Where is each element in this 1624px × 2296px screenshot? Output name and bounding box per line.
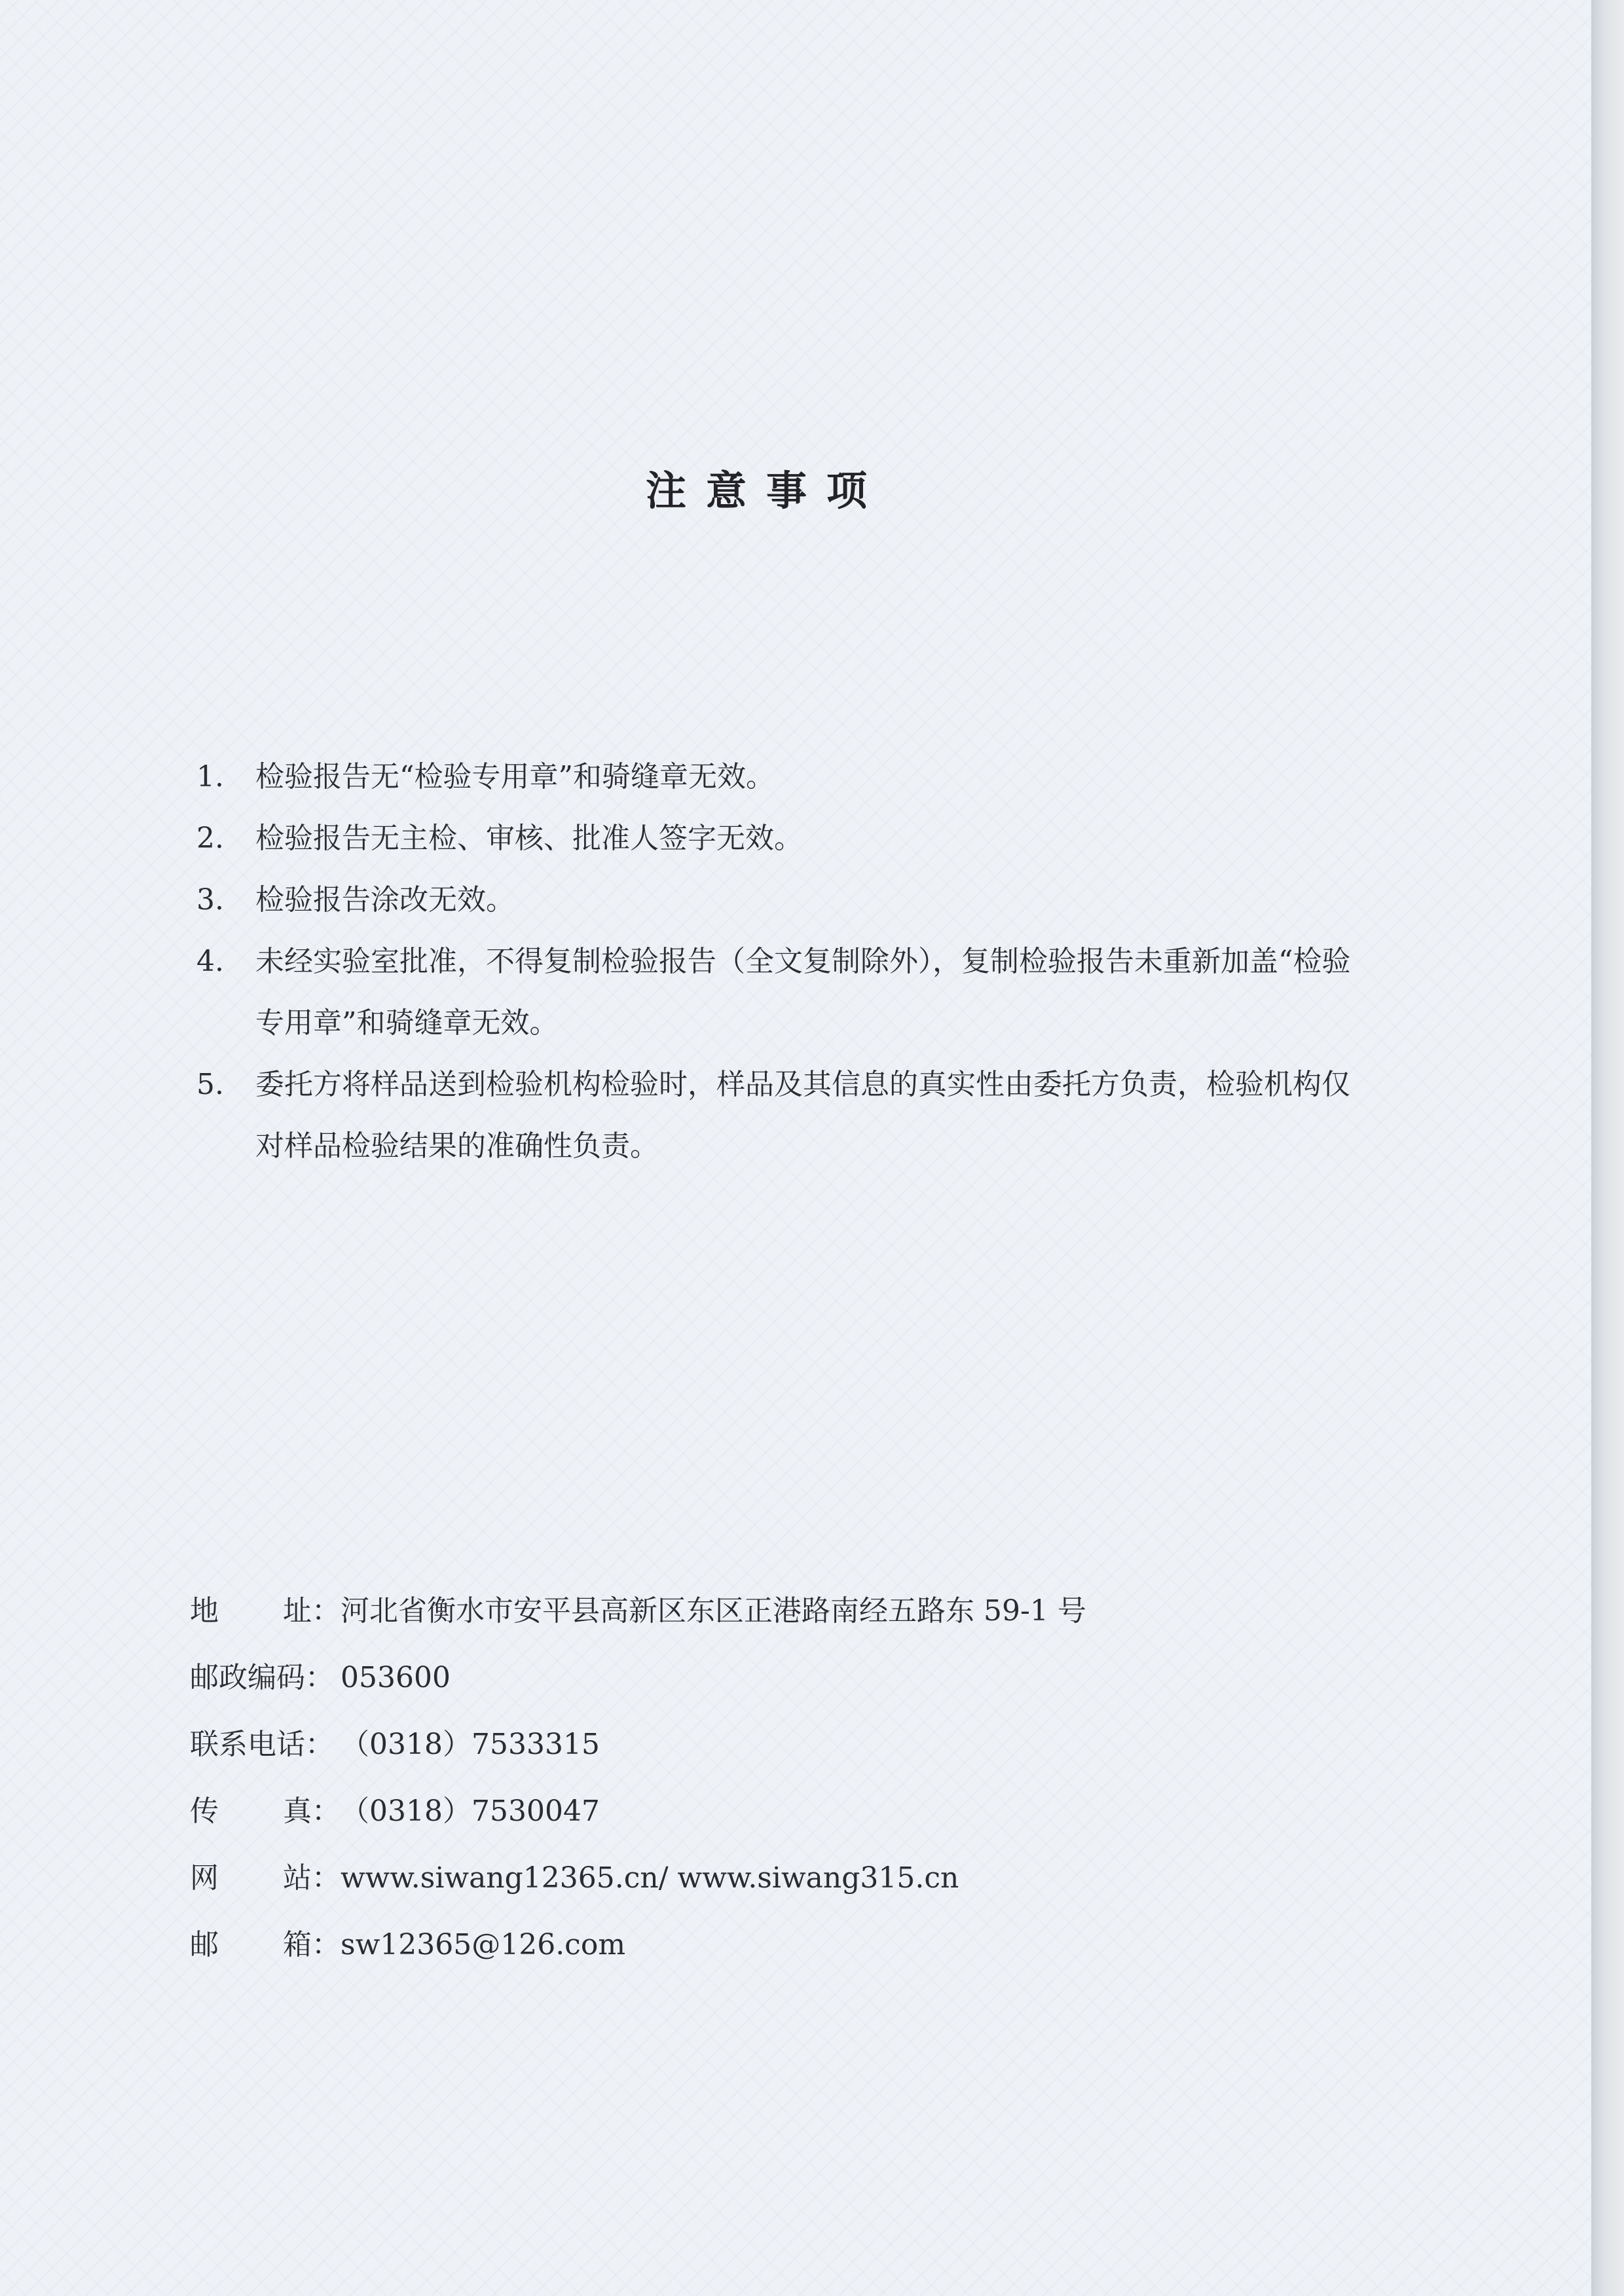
note-item — [196, 746, 1362, 808]
note-item — [196, 869, 1362, 931]
note-number: 4. — [196, 945, 224, 978]
website-row — [190, 1845, 1434, 1912]
phone-label: 联系电话 ： — [190, 1728, 334, 1761]
email-row — [190, 1912, 1434, 1978]
page-edge-shadow — [1591, 0, 1624, 2296]
contact-info — [190, 1578, 1434, 1978]
postcode-label: 邮政编码 ： — [190, 1661, 334, 1694]
fax-label: 传 真： — [190, 1795, 341, 1828]
note-number: 3. — [196, 883, 224, 917]
note-number: 5. — [196, 1068, 224, 1101]
postcode-value: 053600 — [341, 1661, 451, 1694]
note-item — [196, 808, 1362, 869]
website-label: 网 站： — [190, 1861, 341, 1895]
note-item — [196, 1054, 1362, 1177]
address-value: 河北省衡水市安平县高新区东区正港路南经五路东 59-1 号 — [341, 1594, 1086, 1628]
page-title: 注意事项 — [645, 467, 887, 515]
address-label: 地 址： — [190, 1594, 341, 1628]
note-text: 委托方将样品送到检验机构检验时，样品及其信息的真实性由委托方负责，检验机构仅对样品检验结果的准确性负责。 — [255, 1068, 1350, 1163]
website-value: www.siwang12365.cn/ www.siwang315.cn — [341, 1861, 959, 1895]
fax-row — [190, 1778, 1434, 1845]
note-item — [196, 931, 1362, 1054]
fax-value: （0318）7530047 — [341, 1795, 600, 1828]
address-row — [190, 1578, 1434, 1645]
note-text: 检验报告无主检、审核、批准人签字无效。 — [255, 822, 803, 855]
email-label: 邮 箱： — [190, 1928, 341, 1961]
note-text: 未经实验室批准，不得复制检验报告（全文复制除外），复制检验报告未重新加盖“检验专用章”和骑缝章无效。 — [255, 945, 1351, 1040]
note-text: 检验报告无“检验专用章”和骑缝章无效。 — [255, 760, 775, 793]
postcode-row — [190, 1645, 1434, 1711]
note-number: 2. — [196, 822, 224, 855]
notes-list — [196, 746, 1362, 1177]
phone-row — [190, 1711, 1434, 1778]
email-value: sw12365@126.com — [341, 1928, 626, 1961]
phone-value: （0318）7533315 — [341, 1728, 600, 1761]
note-number: 1. — [196, 760, 224, 793]
note-text: 检验报告涂改无效。 — [255, 883, 515, 917]
